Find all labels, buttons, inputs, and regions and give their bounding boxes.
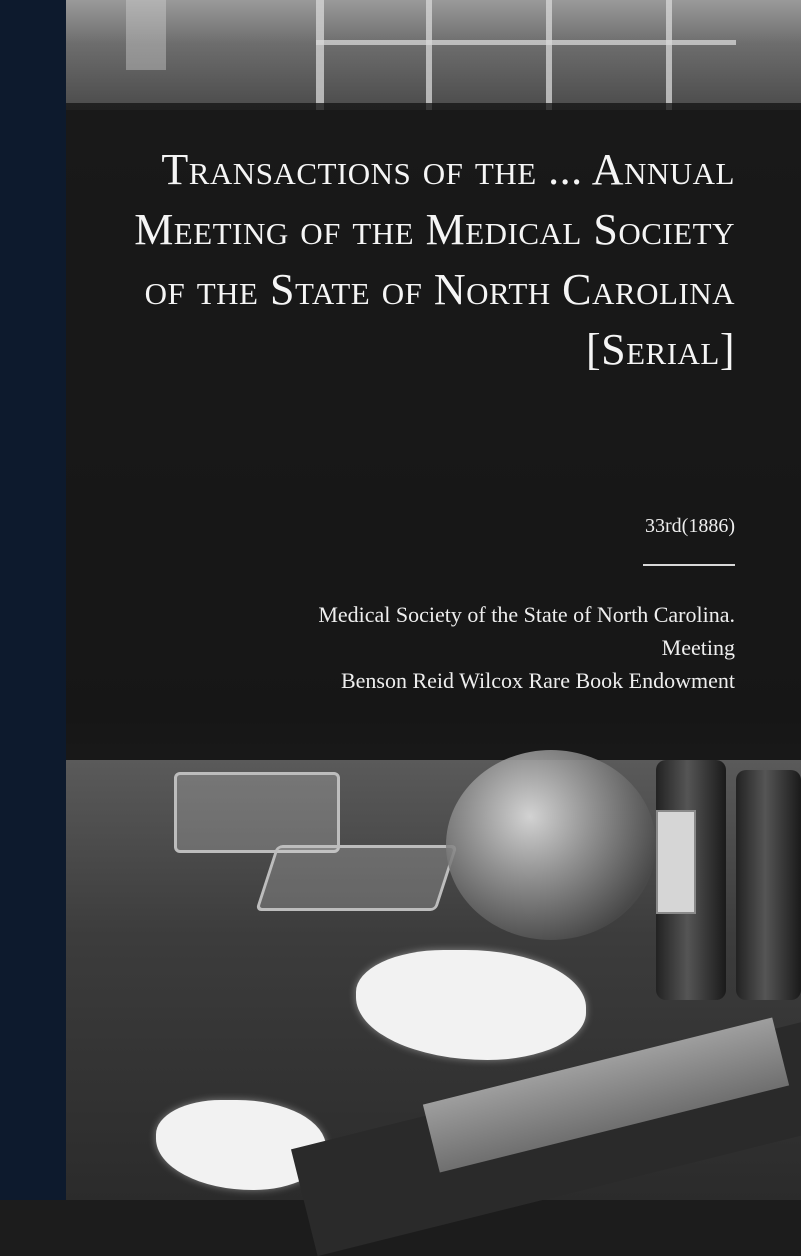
book-spine	[0, 0, 66, 1200]
glass-dish	[174, 772, 340, 853]
author-list	[95, 598, 735, 697]
author-line: Meeting	[661, 635, 735, 660]
author-line: Medical Society of the State of North Carolina.	[318, 602, 735, 627]
book-title: Transactions of the ... Annual Meeting of the Medical Society of the State of North Carolina [Serial]	[134, 145, 735, 374]
volume-label: 33rd(1886)	[645, 515, 735, 537]
white-cloth	[356, 950, 586, 1060]
glass-flask	[446, 750, 656, 940]
author-line: Benson Reid Wilcox Rare Book Endowment	[340, 668, 735, 693]
bottle-label	[656, 810, 696, 914]
still-life-scene	[66, 760, 801, 1200]
bottle-right	[736, 770, 801, 1000]
divider	[643, 564, 735, 566]
window-background	[66, 0, 801, 110]
glass-slide	[255, 845, 457, 911]
